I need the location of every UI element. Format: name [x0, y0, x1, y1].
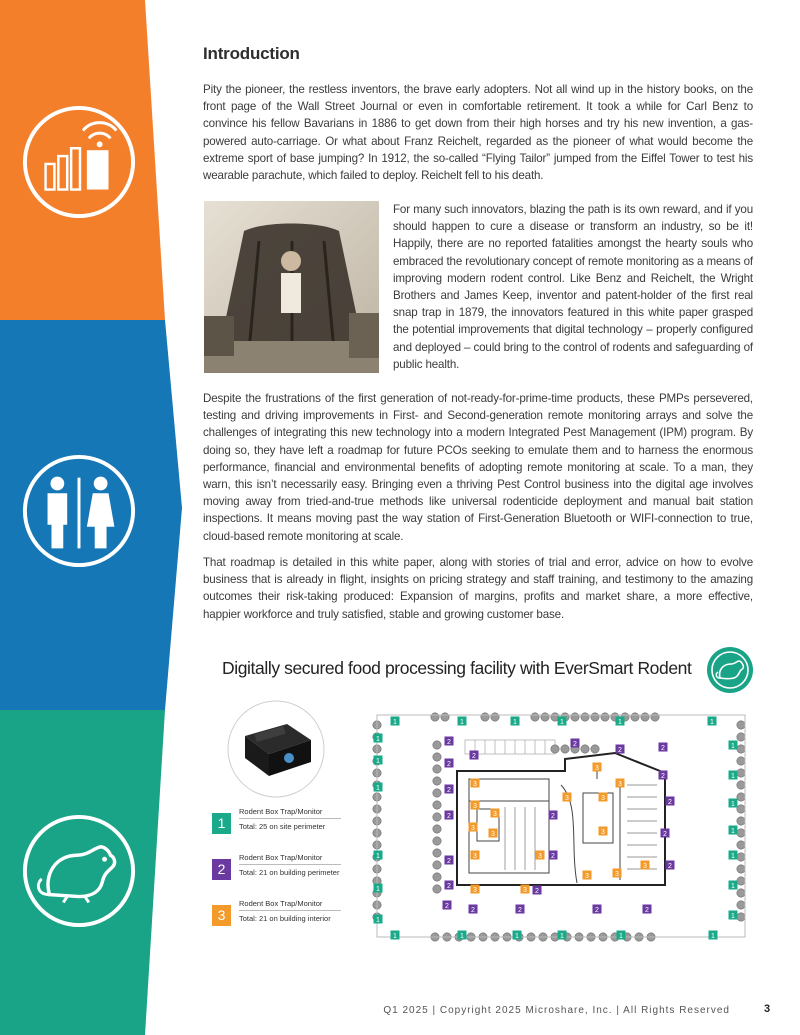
building-perimeter-trap-marker [445, 811, 454, 820]
svg-text:1: 1 [731, 827, 735, 835]
svg-text:1: 1 [731, 742, 735, 750]
building-perimeter-trap-marker [549, 811, 558, 820]
svg-text:3: 3 [473, 780, 477, 788]
site-perimeter-trap-marker [729, 851, 738, 860]
interior-trap-marker [563, 793, 572, 802]
svg-text:2: 2 [447, 786, 451, 794]
svg-text:2: 2 [445, 902, 449, 910]
interior-trap-marker [599, 827, 608, 836]
interior-trap-marker [471, 779, 480, 788]
tree [737, 757, 745, 765]
tree [431, 713, 439, 721]
svg-text:1: 1 [560, 932, 564, 940]
svg-text:2: 2 [535, 887, 539, 895]
interior-trap-marker [489, 829, 498, 838]
building-perimeter-trap-marker [533, 886, 542, 895]
tree [441, 713, 449, 721]
legend-title: Rodent Box Trap/Monitor [239, 807, 323, 816]
svg-text:3: 3 [491, 830, 495, 838]
site-perimeter-trap-marker [374, 734, 383, 743]
tree [581, 713, 589, 721]
tree [591, 745, 599, 753]
intro-paragraph-1: Pity the pioneer, the restless inventors, the brave early adopters. Not all wind up in the history books, on the front page of the Wall Street Journal or even in comfortable retirement. It took a while for Carl Benz to convince his fellow Bavarians in 1886 to get down from their high horses and try his new invention, a gas-powered auto-carriage. Or what about Franz Reichelt, regarded as the pioneer of what would become the extreme sport of base jumping? In 1912, the so-called “Flying Tailor” jumped from the Eiffel Tower to test his wearable parachute, which failed to deploy. Reichelt fell to his death. [203, 83, 753, 183]
site-trees [373, 713, 745, 941]
svg-text:2: 2 [447, 760, 451, 768]
tree [737, 769, 745, 777]
tree [737, 817, 745, 825]
svg-text:3: 3 [615, 870, 619, 878]
building-perimeter-trap-marker [661, 829, 670, 838]
site-perimeter-trap-marker [513, 931, 522, 940]
legend-divider [239, 864, 341, 865]
svg-text:2: 2 [661, 772, 665, 780]
site-perimeter-trap-marker [558, 931, 567, 940]
svg-text:1: 1 [376, 916, 380, 924]
building-perimeter-trap-marker [445, 785, 454, 794]
svg-text:3: 3 [565, 794, 569, 802]
interior-trap-marker [471, 851, 480, 860]
svg-text:1: 1 [376, 885, 380, 893]
svg-text:2: 2 [518, 906, 522, 914]
svg-text:3: 3 [618, 780, 622, 788]
tree [561, 745, 569, 753]
site-perimeter-trap-marker [558, 717, 567, 726]
tree [571, 713, 579, 721]
building-perimeter-trap-marker [470, 751, 479, 760]
tree [433, 741, 441, 749]
tree [581, 745, 589, 753]
building-perimeter-trap-marker [443, 901, 452, 910]
site-perimeter-trap-marker [616, 717, 625, 726]
tree [433, 825, 441, 833]
building-perimeter-trap-marker [445, 759, 454, 768]
interior-trap-marker [536, 851, 545, 860]
interior-trap-marker [641, 861, 650, 870]
site-perimeter-trap-marker [391, 717, 400, 726]
site-perimeter-trap-marker [617, 931, 626, 940]
legend-total: Total: 25 on site perimeter [239, 822, 326, 831]
site-perimeter-trap-marker [729, 881, 738, 890]
svg-text:2: 2 [447, 857, 451, 865]
tree [631, 713, 639, 721]
tree [433, 789, 441, 797]
svg-text:3: 3 [585, 872, 589, 880]
tree [737, 841, 745, 849]
tree [433, 849, 441, 857]
interior-trap-marker [491, 809, 500, 818]
tree [433, 885, 441, 893]
site-perimeter-trap-marker [374, 783, 383, 792]
interior-trap-marker [599, 793, 608, 802]
tree [433, 801, 441, 809]
legend-title: Rodent Box Trap/Monitor [239, 853, 323, 862]
tree [433, 873, 441, 881]
svg-text:3: 3 [473, 852, 477, 860]
svg-text:2: 2 [661, 744, 665, 752]
svg-text:1: 1 [731, 912, 735, 920]
tree [491, 713, 499, 721]
svg-text:1: 1 [560, 718, 564, 726]
svg-text:2: 2 [573, 740, 577, 748]
tree [737, 793, 745, 801]
page-footer: Q1 2025 | Copyright 2025 Microshare, Inc. | All Rights Reserved [383, 1005, 730, 1016]
site-perimeter-trap-marker [729, 771, 738, 780]
tree [541, 713, 549, 721]
eversmart-rodent-badge-icon [706, 646, 754, 694]
interior-trap-marker [471, 801, 480, 810]
building-perimeter-trap-marker [571, 739, 580, 748]
legend-total: Total: 21 on building interior [239, 914, 331, 923]
tree [737, 745, 745, 753]
svg-text:1: 1 [618, 718, 622, 726]
site-perimeter-trap-marker [374, 756, 383, 765]
tree [737, 865, 745, 873]
svg-text:1: 1 [710, 718, 714, 726]
legend-number: 2 [212, 859, 231, 880]
site-perimeter-trap-marker [729, 826, 738, 835]
intro-paragraph-4: That roadmap is detailed in this white paper, along with stories of trial and error, advice on how to evolve business that is already in flight, insights on pricing strategy and staff training, and testimony to the amazing outcomes their risk-taking produced: Expansion of margins, profits and market share, a more effective, happier workforce and truly satisfied, stable and growing customer base. [203, 556, 753, 621]
tree [641, 713, 649, 721]
svg-text:1: 1 [376, 852, 380, 860]
legend-divider [239, 818, 341, 819]
building-perimeter-trap-marker [469, 905, 478, 914]
tree [737, 853, 745, 861]
interior-trap-marker [616, 779, 625, 788]
site-perimeter-trap-marker [374, 884, 383, 893]
tree [737, 877, 745, 885]
tree [737, 805, 745, 813]
svg-text:2: 2 [471, 906, 475, 914]
tree [433, 837, 441, 845]
building-perimeter-trap-marker [445, 737, 454, 746]
tree [433, 765, 441, 773]
site-perimeter-trap-marker [729, 741, 738, 750]
svg-text:2: 2 [618, 746, 622, 754]
figure-title: Digitally secured food processing facility with EverSmart Rodent [222, 658, 692, 678]
svg-text:2: 2 [595, 906, 599, 914]
facility-floor-plan [365, 705, 755, 945]
building-interior-walls [469, 763, 620, 883]
legend-total: Total: 21 on building perimeter [239, 868, 340, 877]
site-perimeter-trap-marker [458, 717, 467, 726]
svg-text:1: 1 [513, 718, 517, 726]
tree [737, 889, 745, 897]
production-lines [505, 785, 657, 870]
building-perimeter-trap-marker [659, 743, 668, 752]
flying-tailor-photo [204, 201, 379, 373]
tree [737, 721, 745, 729]
svg-text:2: 2 [668, 862, 672, 870]
site-perimeter-trap-marker [374, 915, 383, 924]
svg-text:3: 3 [473, 886, 477, 894]
svg-text:3: 3 [643, 862, 647, 870]
svg-text:3: 3 [601, 794, 605, 802]
svg-text:2: 2 [663, 830, 667, 838]
building-perimeter-trap-marker [666, 861, 675, 870]
svg-text:3: 3 [601, 828, 605, 836]
svg-text:2: 2 [551, 852, 555, 860]
interior-trap-marker [593, 763, 602, 772]
interior-trap-marker [521, 885, 530, 894]
site-perimeter-trap-marker [729, 911, 738, 920]
rat-icon [20, 812, 138, 930]
svg-text:1: 1 [731, 800, 735, 808]
tree [591, 713, 599, 721]
svg-text:2: 2 [645, 906, 649, 914]
building-perimeter-trap-marker [593, 905, 602, 914]
interior-trap-marker [471, 885, 480, 894]
svg-text:2: 2 [447, 882, 451, 890]
tree [651, 713, 659, 721]
svg-text:1: 1 [619, 932, 623, 940]
svg-text:1: 1 [376, 757, 380, 765]
tree [601, 713, 609, 721]
svg-text:3: 3 [595, 764, 599, 772]
building-perimeter-trap-marker [659, 771, 668, 780]
section-heading: Introduction [203, 44, 300, 63]
tree [433, 861, 441, 869]
svg-text:2: 2 [447, 738, 451, 746]
svg-text:1: 1 [393, 932, 397, 940]
svg-text:1: 1 [393, 718, 397, 726]
tree [433, 813, 441, 821]
intro-paragraph-3: Despite the frustrations of the first generation of not-ready-for-prime-time products, these PMPs persevered, testing and driving improvements in First- and Second-generation remote monitoring arrays and solve the challenges of integrating this new technology into a modern Integrated Pest Management (IPM) program. By doing so, they have left a roadmap for future PCOs seeking to emulate them and to harness the enormous performance, financial and environmental benefits of adopting remote monitoring at scale. To a man, they warn, this isn’t necessarily easy. Bringing even a thriving Pest Control business into the digital age involves moving away from tried-and-true methods like universal rodenticide deployment and manual bait station inspections. It means moving past the way station of First-Generation Bluetooth or WIFI-connection to true, cloud-based remote monitoring at scale. [203, 392, 753, 543]
building-perimeter-trap-marker [549, 851, 558, 860]
svg-text:1: 1 [460, 718, 464, 726]
site-perimeter-trap-marker [729, 799, 738, 808]
rodent-box-trap-photo [227, 700, 325, 798]
svg-text:1: 1 [376, 735, 380, 743]
svg-text:3: 3 [473, 802, 477, 810]
intro-paragraph-2: For many such innovators, blazing the path is its own reward, and if you should happen to cure a disease or transform an industry, so be it! Happily, there are no reported fatalities amongst the hearty souls who embraced the revolutionary concept of remote monitoring as a means of improving modern rodent control. Like Benz and Reichelt, the Wright Brothers and James Keep, inventor and patent-holder of the first real snap trap in 1879, the innovators featured in this white paper grasped the potential improvements that digital technology – properly configured and deployed – could bring to the control of rodents and safeguarding of public health. [393, 203, 753, 371]
svg-text:3: 3 [523, 886, 527, 894]
site-perimeter-trap-marker [458, 931, 467, 940]
tree [737, 781, 745, 789]
svg-text:1: 1 [731, 772, 735, 780]
legend-number: 1 [212, 813, 231, 834]
tree [433, 753, 441, 761]
svg-text:2: 2 [551, 812, 555, 820]
analytics-chart-icon [20, 103, 138, 221]
site-perimeter-trap-marker [708, 717, 717, 726]
tree [531, 713, 539, 721]
building-perimeter-trap-marker [666, 797, 675, 806]
tree [737, 733, 745, 741]
building-perimeter-trap-marker [616, 745, 625, 754]
interior-trap-marker [469, 823, 478, 832]
page-number: 3 [764, 1003, 771, 1015]
interior-trap-marker [613, 869, 622, 878]
tree [737, 913, 745, 921]
svg-text:2: 2 [472, 752, 476, 760]
legend-title: Rodent Box Trap/Monitor [239, 899, 323, 908]
svg-text:3: 3 [538, 852, 542, 860]
svg-text:1: 1 [376, 784, 380, 792]
svg-text:1: 1 [731, 882, 735, 890]
site-perimeter-trap-marker [709, 931, 718, 940]
tree [433, 777, 441, 785]
svg-text:2: 2 [447, 812, 451, 820]
building-perimeter-trap-marker [445, 881, 454, 890]
site-perimeter-trap-marker [374, 851, 383, 860]
building-perimeter-trap-marker [643, 905, 652, 914]
interior-trap-marker [583, 871, 592, 880]
svg-text:3: 3 [493, 810, 497, 818]
tree [481, 713, 489, 721]
site-perimeter-trap-marker [391, 931, 400, 940]
building-perimeter-trap-marker [516, 905, 525, 914]
svg-text:1: 1 [711, 932, 715, 940]
tree [737, 901, 745, 909]
svg-text:3: 3 [471, 824, 475, 832]
svg-text:2: 2 [668, 798, 672, 806]
svg-text:1: 1 [515, 932, 519, 940]
legend-number: 3 [212, 905, 231, 926]
svg-text:1: 1 [731, 852, 735, 860]
main-building [457, 753, 665, 885]
svg-text:1: 1 [460, 932, 464, 940]
site-perimeter-trap-marker [511, 717, 520, 726]
tree [737, 829, 745, 837]
legend-divider [239, 910, 341, 911]
building-perimeter-trap-marker [445, 856, 454, 865]
restroom-icon [20, 452, 138, 570]
